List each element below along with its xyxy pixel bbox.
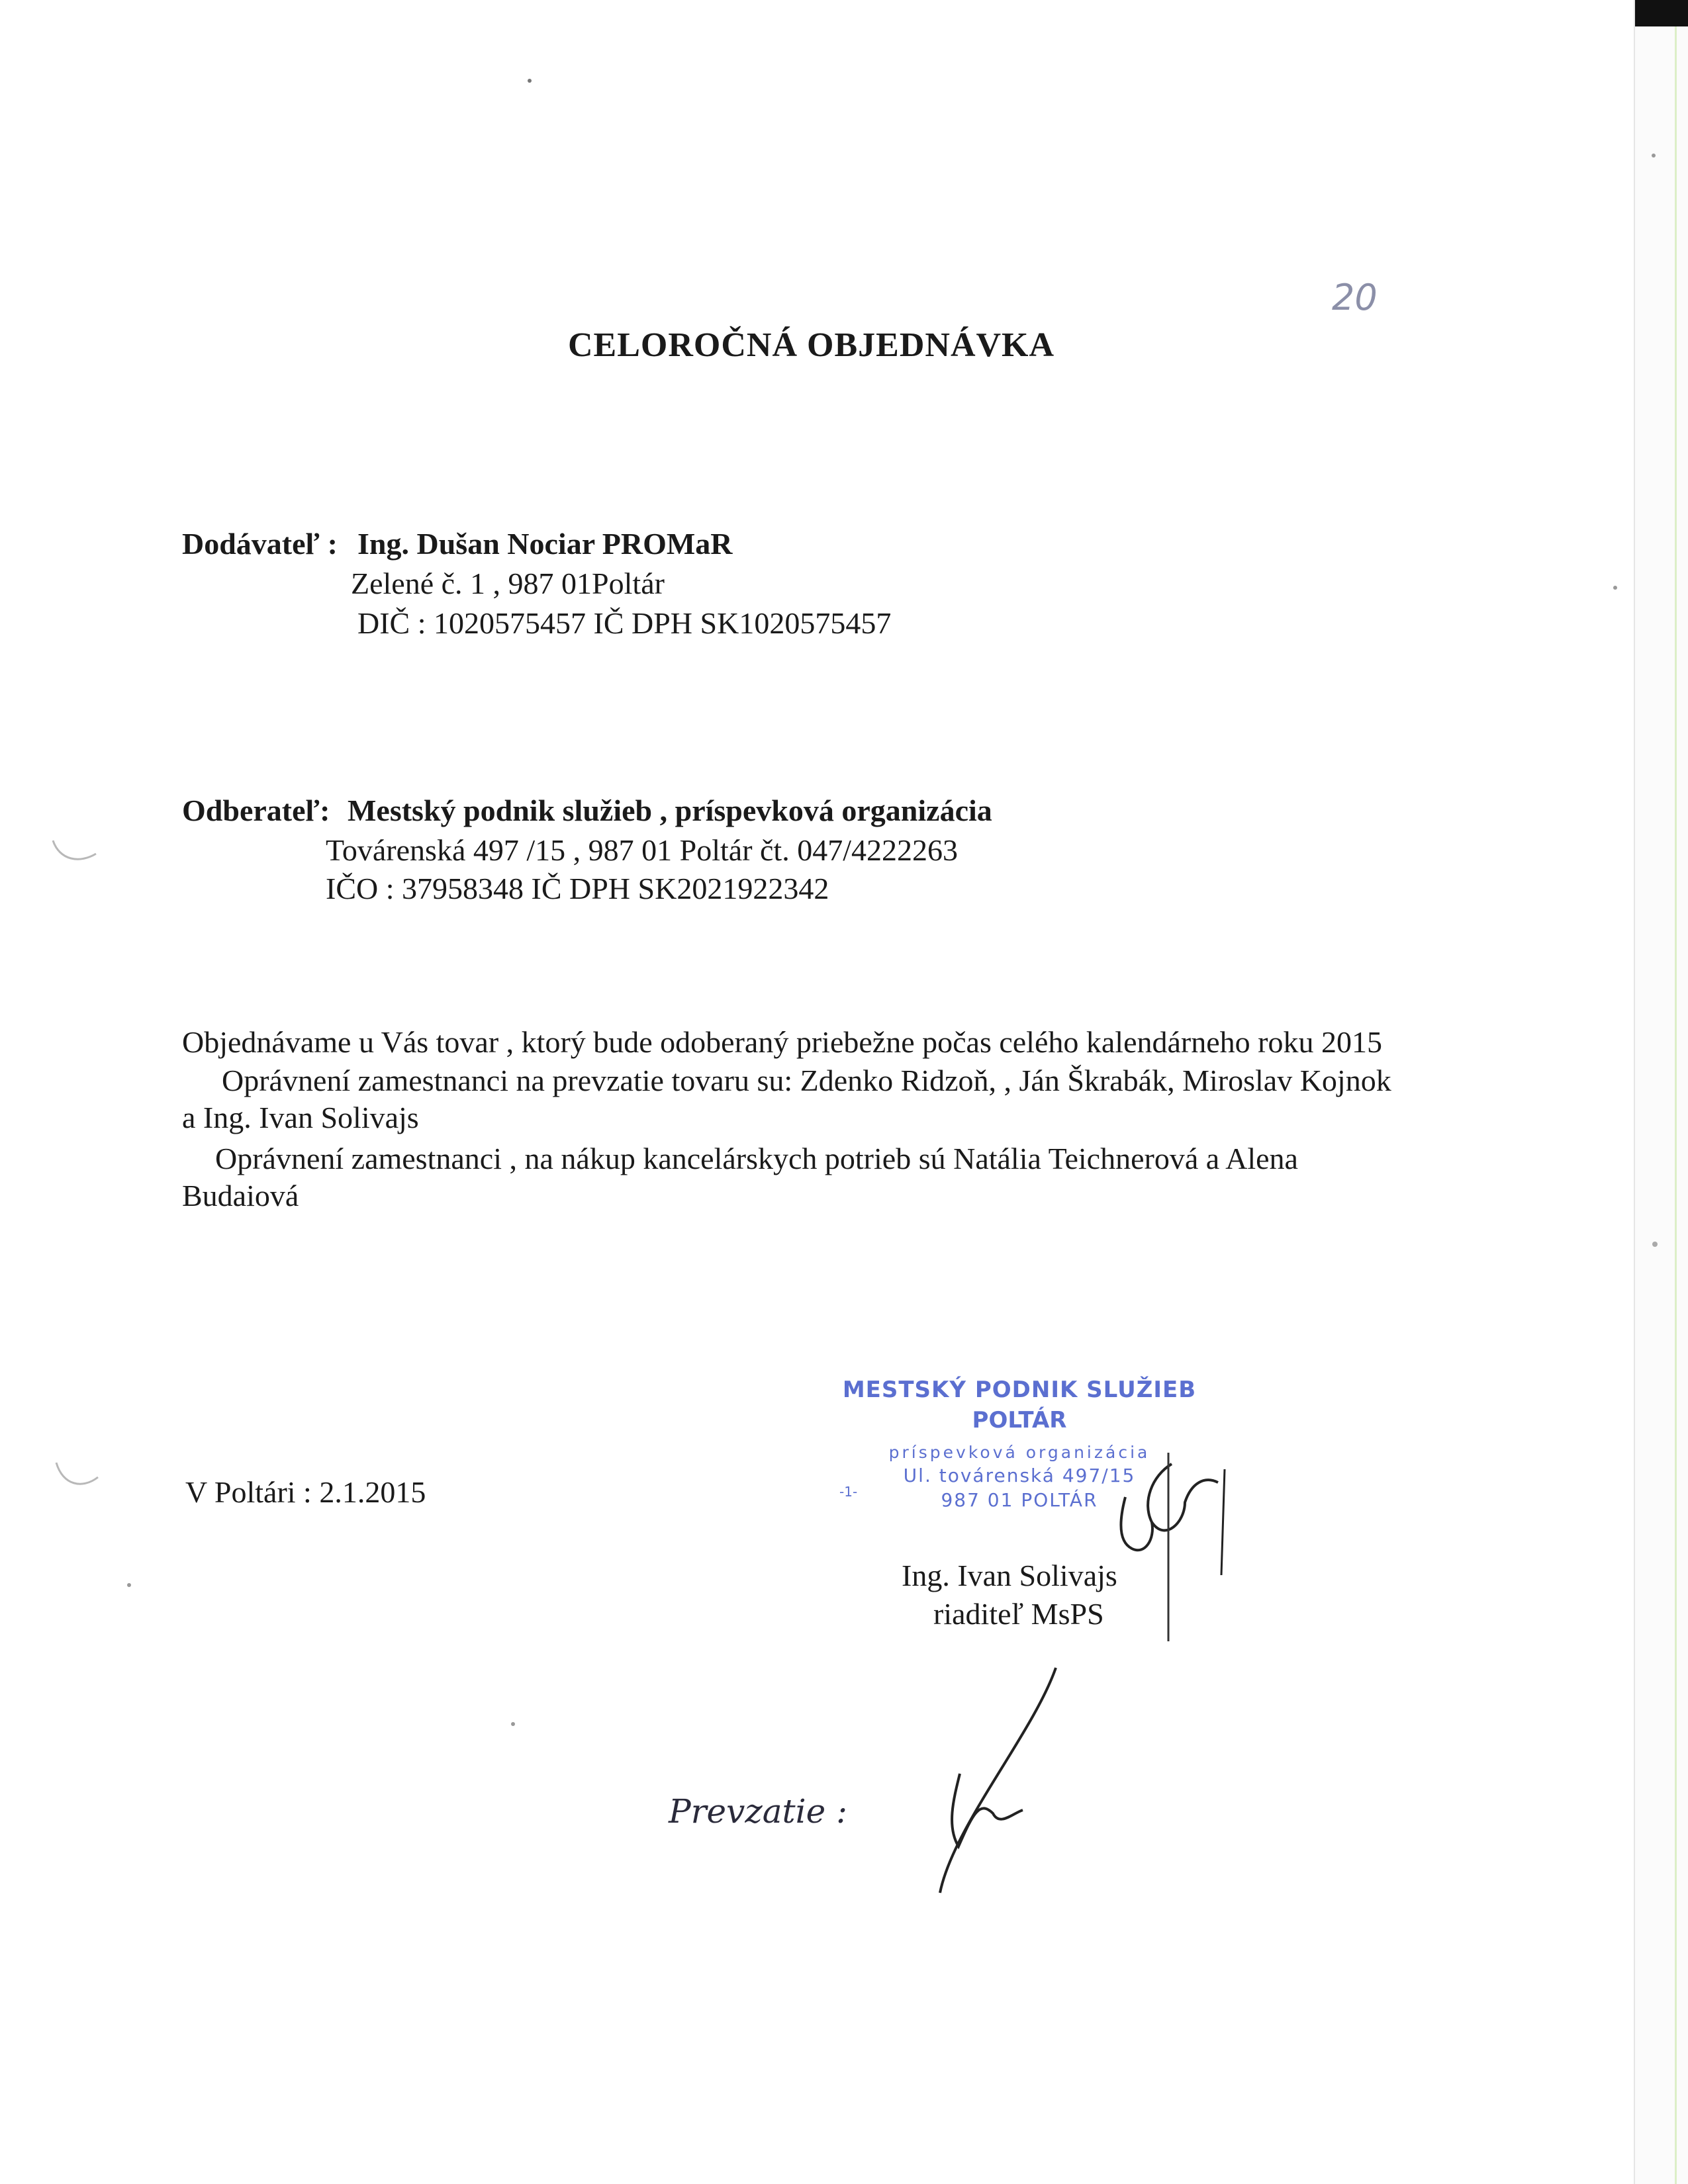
body-line-1: Objednávame u Vás tovar , ktorý bude odoberaný priebežne počas celého kalendárneho roku 2015 bbox=[182, 1025, 1382, 1059]
customer-label: Odberateľ: bbox=[182, 794, 330, 827]
body-line-5: Budaiová bbox=[182, 1179, 299, 1212]
supplier-label: Dodávateľ : bbox=[182, 527, 338, 561]
body-line-4: Oprávnení zamestnanci , na nákup kancelárskych potrieb sú Natália Teichnerová a Alena bbox=[215, 1142, 1298, 1175]
customer-address: Továrenská 497 /15 , 987 01 Poltár čt. 047/4222263 bbox=[326, 833, 958, 867]
handwritten-note: Prevzatie : bbox=[669, 1792, 847, 1831]
stamp-line-4: Ul. továrenská 497/15 bbox=[903, 1465, 1136, 1486]
stamp-line-1: MESTSKÝ PODNIK SLUŽIEB bbox=[842, 1377, 1197, 1403]
scan-speck bbox=[127, 1583, 131, 1587]
director-signature bbox=[1148, 1464, 1218, 1530]
body-line-3: a Ing. Ivan Solivajs bbox=[182, 1101, 419, 1134]
signatory-role: riaditeľ MsPS bbox=[933, 1597, 1104, 1631]
page-number-pencil: 20 bbox=[1332, 277, 1378, 318]
place-date: V Poltári : 2.1.2015 bbox=[185, 1475, 426, 1509]
stamp-line-5: 987 01 POLTÁR bbox=[941, 1489, 1098, 1511]
punch-hole-mark-bottom bbox=[56, 1463, 98, 1484]
scan-speck bbox=[528, 79, 532, 83]
scan-speck bbox=[1652, 1242, 1658, 1247]
body-line-2: Oprávnení zamestnanci na prevzatie tovaru su: Zdenko Ridzoň, , Ján Škrabák, Miroslav Kojnok bbox=[222, 1064, 1391, 1097]
scan-speck bbox=[511, 1722, 515, 1726]
stamp-side-mark: -1- bbox=[839, 1484, 858, 1500]
document-title: CELOROČNÁ OBJEDNÁVKA bbox=[568, 326, 1055, 364]
stamp-line-3: príspevková organizácia bbox=[888, 1443, 1150, 1462]
punch-hole-mark-top bbox=[53, 841, 96, 859]
supplier-address: Zelené č. 1 , 987 01Poltár bbox=[351, 567, 665, 600]
stamp-line-2: POLTÁR bbox=[972, 1407, 1067, 1433]
supplier-tax-ids: DIČ : 1020575457 IČ DPH SK1020575457 bbox=[357, 606, 892, 640]
customer-name: Mestský podnik služieb , príspevková organizácia bbox=[348, 794, 992, 827]
supplier-name: Ing. Dušan Nociar PROMaR bbox=[357, 527, 733, 561]
scan-speck bbox=[1652, 154, 1656, 158]
scan-speck bbox=[1613, 586, 1617, 590]
customer-tax-ids: IČO : 37958348 IČ DPH SK2021922342 bbox=[326, 872, 829, 905]
signatory-name: Ing. Ivan Solivajs bbox=[902, 1559, 1117, 1592]
